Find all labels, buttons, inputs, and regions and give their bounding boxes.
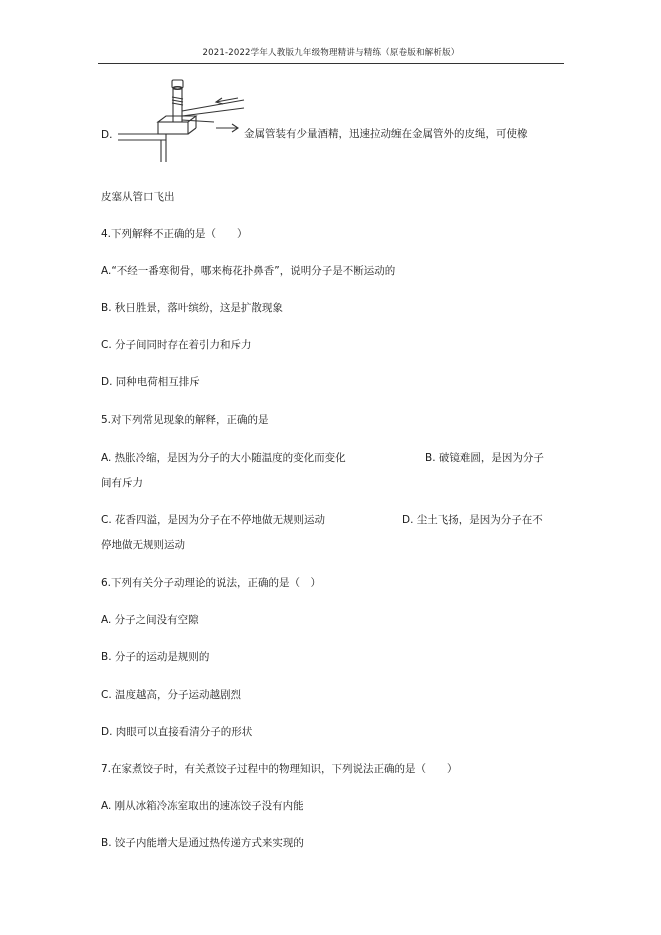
q5-option-d: D. 尘土飞扬，是因为分子在不 — [402, 514, 543, 526]
q7-option-b: B. 饺子内能增大是通过热传递方式来实现的 — [101, 837, 304, 849]
question-4-stem: 4.下列解释不正确的是（ ） — [101, 228, 248, 240]
q5-option-c: C. 花香四溢，是因为分子在不停地做无规则运动 — [101, 514, 326, 526]
q4-option-c: C. 分子间同时存在着引力和斥力 — [101, 339, 252, 351]
page-header: 2021-2022学年人教版九年级物理精讲与精练（原卷版和解析版） — [202, 48, 460, 58]
option-d-text: 金属管装有少量酒精，迅速拉动缠在金属管外的皮绳，可使橡 — [244, 128, 528, 140]
question-6-stem: 6.下列有关分子动理论的说法，正确的是（ ） — [101, 577, 322, 589]
option-d-label: D. — [101, 129, 113, 141]
q4-option-d: D. 同种电荷相互排斥 — [101, 376, 200, 388]
question-5-stem: 5.对下列常见现象的解释，正确的是 — [101, 414, 269, 426]
q4-option-b: B. 秋日胜景，落叶缤纷，这是扩散现象 — [101, 302, 283, 314]
question-7-stem: 7.在家煮饺子时，有关煮饺子过程中的物理知识，下列说法正确的是（ ） — [101, 763, 458, 775]
q5-option-d-cont: 停地做无规则运动 — [101, 539, 185, 551]
option-d-text-cont: 皮塞从管口飞出 — [101, 191, 175, 203]
q5-option-b: B. 破镜难圆，是因为分子 — [425, 452, 544, 464]
q5-option-b-cont: 间有斥力 — [101, 477, 143, 489]
q6-option-b: B. 分子的运动是规则的 — [101, 651, 210, 663]
q6-option-a: A. 分子之间没有空隙 — [101, 614, 199, 626]
metal-tube-rope-diagram — [116, 78, 246, 162]
header-divider — [98, 63, 564, 64]
q6-option-c: C. 温度越高，分子运动越剧烈 — [101, 689, 242, 701]
q7-option-a: A. 刚从冰箱冷冻室取出的速冻饺子没有内能 — [101, 800, 304, 812]
q5-option-a: A. 热胀冷缩，是因为分子的大小随温度的变化而变化 — [101, 452, 346, 464]
q6-option-d: D. 肉眼可以直接看清分子的形状 — [101, 726, 253, 738]
q4-option-a: A.“不经一番寒彻骨，哪来梅花扑鼻香”，说明分子是不断运动的 — [101, 265, 396, 277]
